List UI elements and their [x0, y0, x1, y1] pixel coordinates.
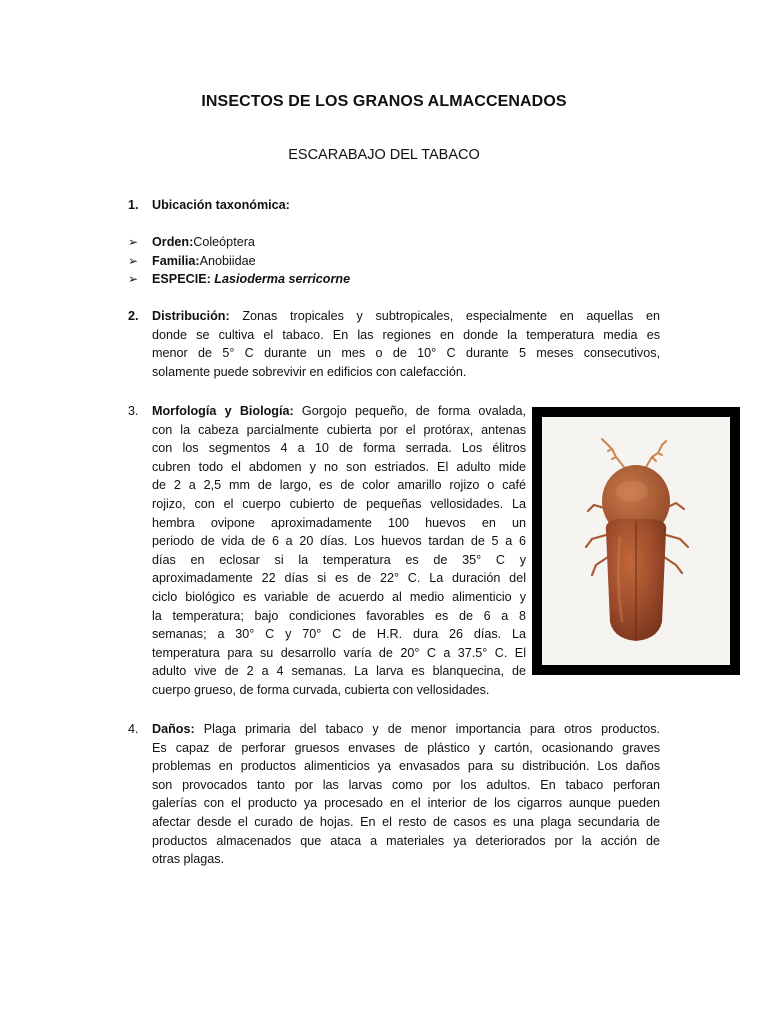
section-3-number: 3.	[128, 404, 139, 418]
taxonomy-label: Familia:	[152, 253, 200, 268]
taxonomy-label: Orden:	[152, 235, 194, 250]
section-2-paragraph: Distribución: Zonas tropicales y subtropicales, especialmente en aquellas en donde se cultiva el tabaco. En las regiones en donde la temperatura media es menor de 5° C durante un mes o de 10° C durante 5 meses consecutivos, solamente puede sobrevivir en edificios con calefacción.	[152, 309, 660, 379]
taxonomy-item-orden	[128, 233, 350, 252]
beetle-photo-frame	[532, 407, 740, 675]
section-3-paragraph: Morfología y Biología: Gorgojo pequeño, de forma ovalada, con la cabeza parcialmente cubierta por el protórax, antenas con los segmentos 4 a 10 de forma serrada. Los élitros cubren todo el abdomen y no son estriados. El adulto mide de 2 a 2,5 mm de largo, es de color amarillo rojizo o café rojizo, con el cuerpo cubierto de pequeñas vellosidades. La hembra ovipone aproximadamente 100 huevos en un periodo de vida de 6 a 20 días. Los huevos tardan de 5 a 6 días en eclosar si la temperatura es de 35° C y aproximadamente 22 días si es de 22° C. La duración del ciclo biológico es variable de acuerdo al medio alimenticio y la temperatura; bajo condiciones favorables es de 6 a 8 semanas; a 30° C y 70° C de H.R. dura 26 días. La temperatura para su desarrollo varía de 20° C a 37.5° C. El adulto vive de 2 a 4 semanas. La larva es blanquecina, de cuerpo grueso, de forma curvada, cubierta con vellosidades.	[152, 404, 527, 697]
document-subtitle: ESCARABAJO DEL TABACO	[288, 147, 480, 163]
taxonomy-value: Lasioderma serricorne	[214, 272, 351, 287]
taxonomy-list	[128, 233, 350, 289]
section-4-number: 4.	[128, 722, 139, 736]
section-4-heading: Daños:	[152, 722, 195, 736]
section-2-number: 2.	[128, 309, 139, 323]
section-2-heading: Distribución:	[152, 309, 230, 323]
tobacco-beetle-illustration	[542, 417, 730, 665]
arrow-bullet-icon: ➢	[128, 253, 139, 268]
arrow-bullet-icon: ➢	[128, 235, 139, 250]
taxonomy-label: ESPECIE:	[152, 272, 211, 287]
taxonomy-value: Coleóptera	[193, 235, 255, 250]
taxonomy-value: Anobiidae	[199, 253, 256, 268]
section-4-paragraph: Daños: Plaga primaria del tabaco y de menor importancia para otros productos. Es capaz de perforar gruesos envases de plástico y cartón, ocasionando graves problemas en productos alimenticios ya envasados para su distribución. Los daños son provocados tanto por las larvas como por los adultos. En tabaco perforan galerías con el producto ya procesado en el interior de los cigarros aunque pueden afectar desde el curado de hojas. En el resto de casos es una plaga secundaria de productos almacenados que ataca a materiales ya deteriorados por la acción de otras plagas.	[152, 722, 660, 867]
section-3-heading: Morfología y Biología:	[152, 404, 294, 418]
section-1-number: 1.	[128, 198, 139, 212]
arrow-bullet-icon: ➢	[128, 272, 139, 287]
document-title: INSECTOS DE LOS GRANOS ALMACCENADOS	[201, 93, 567, 110]
section-1-heading: Ubicación taxonómica:	[152, 198, 290, 212]
taxonomy-item-familia	[128, 252, 350, 271]
beetle-photo	[542, 417, 730, 665]
taxonomy-item-especie	[128, 270, 350, 289]
